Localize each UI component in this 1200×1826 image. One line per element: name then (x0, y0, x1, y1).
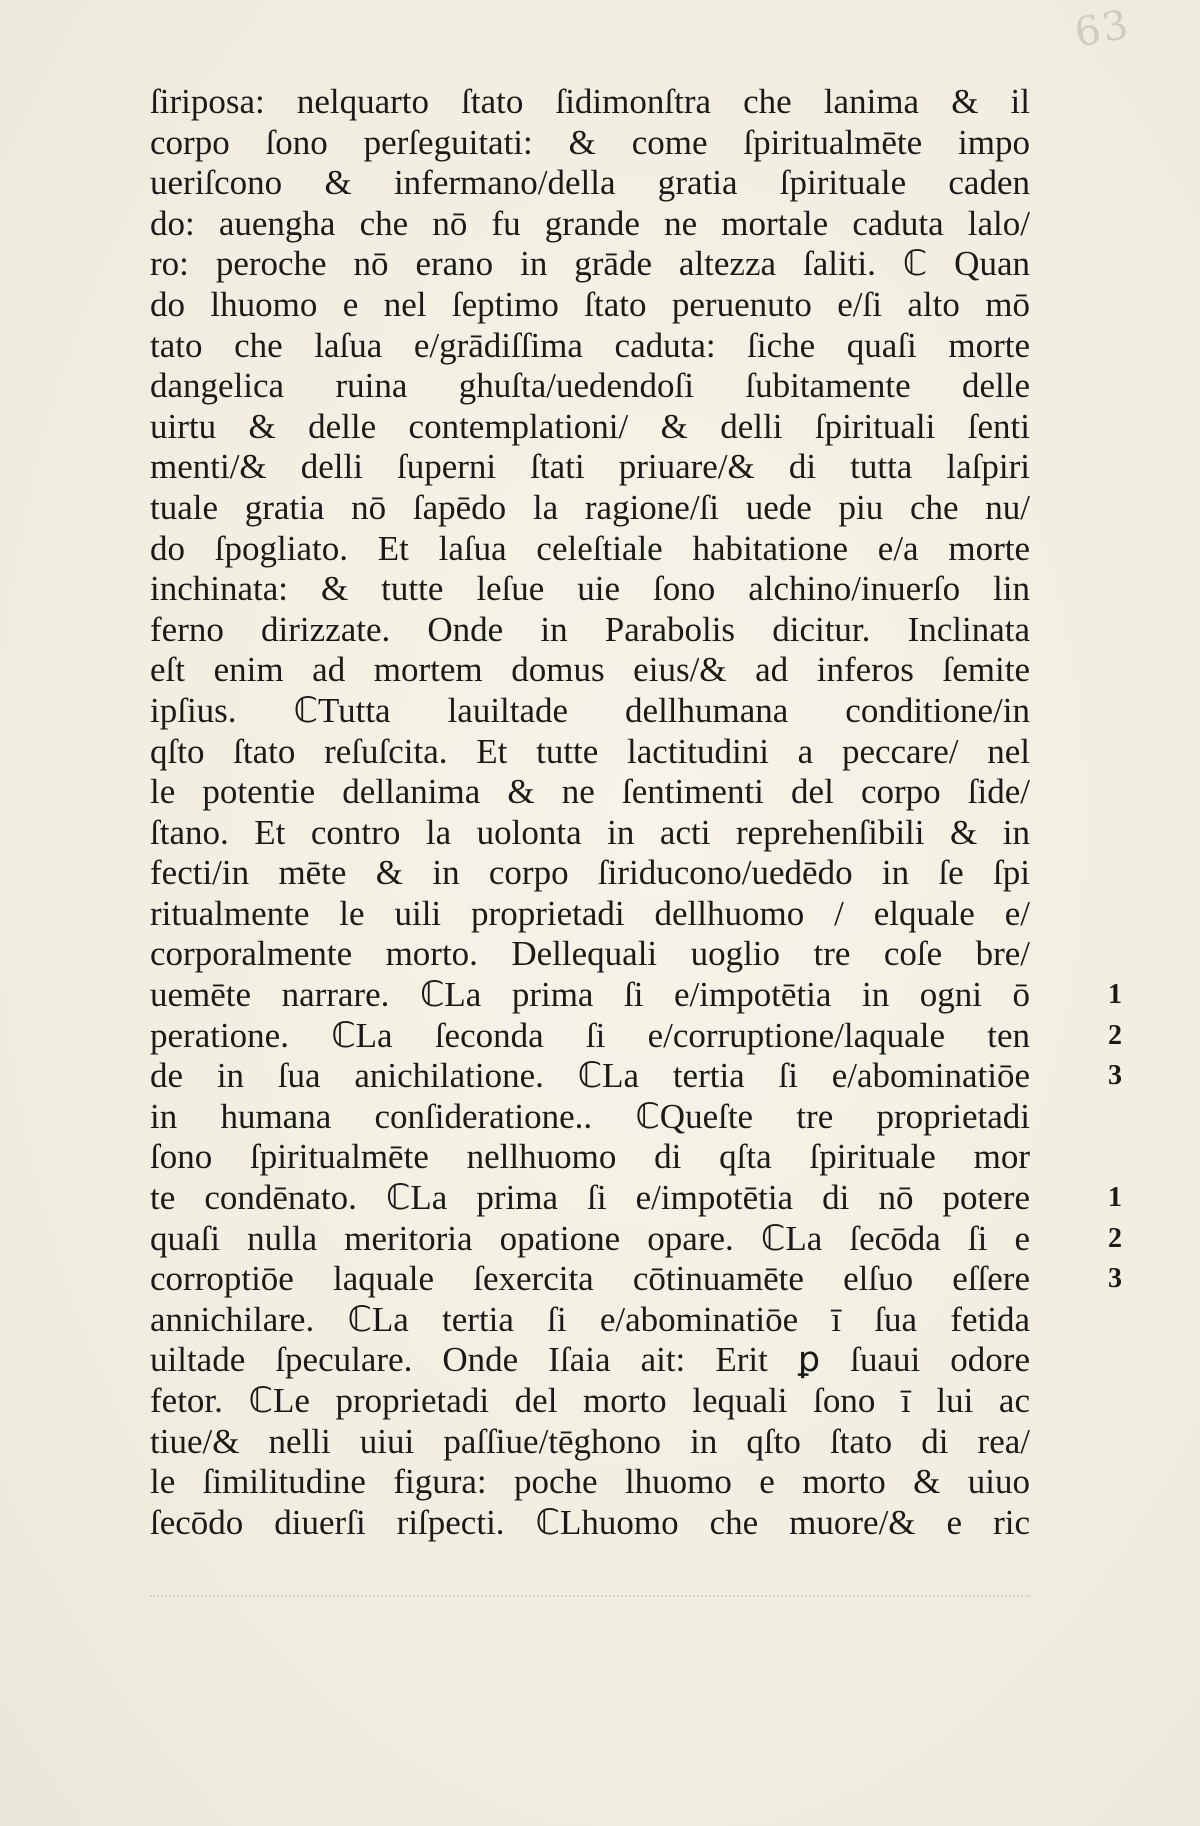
margin-note-numeral: 3 (1108, 1263, 1122, 1295)
text-line: inchinata: & tutte leſue uie ſono alchino/inuerſo lin (150, 569, 1030, 609)
margin-note-numeral: 1 (1108, 1182, 1122, 1214)
text-line: ſecōdo diuerſi riſpecti. ℂLhuomo che muore/& e ric (150, 1502, 1030, 1542)
text-line: uiltade ſpeculare. Onde Iſaia ait: Erit ꝑ ſuaui odore (150, 1340, 1030, 1380)
text-line: de in ſua anichilatione. ℂLa tertia ſi e/abominatiōe (150, 1056, 1030, 1096)
text-line: do lhuomo e nel ſeptimo ſtato peruenuto e/ſi alto mō (150, 284, 1030, 324)
text-line: ferno dirizzate. Onde in Parabolis dicitur. Inclinata (150, 609, 1030, 649)
text-line: in humana conſideratione.. ℂQueſte tre proprietadi (150, 1096, 1030, 1136)
text-line: ro: peroche nō erano in grāde altezza ſaliti. ℂ Quan (150, 244, 1030, 284)
margin-note-numeral: 2 (1108, 1222, 1122, 1254)
text-line: te condēnato. ℂLa prima ſi e/impotētia di nō potere (150, 1178, 1030, 1218)
margin-note-numeral: 3 (1108, 1060, 1122, 1092)
text-line: le ſimilitudine figura: poche lhuomo e morto & uiuo (150, 1462, 1030, 1502)
text-line: ſiriposa: nelquarto ſtato ſidimonſtra che lanima & il (150, 82, 1030, 121)
corner-pencil-mark: 63 (1071, 1, 1134, 57)
text-line: ueriſcono & infermano/della gratia ſpirituale caden (150, 163, 1030, 203)
text-line: menti/& delli ſuperni ſtati priuare/& di tutta laſpiri (150, 447, 1030, 487)
text-line: fetor. ℂLe proprietadi del morto lequali ſono ī lui ac (150, 1381, 1030, 1420)
text-line: ſono ſpiritualmēte nellhuomo di qſta ſpirituale mor (150, 1137, 1030, 1177)
text-line: tuale gratia nō ſapēdo la ragione/ſi uede piu che nu/ (150, 487, 1030, 527)
margin-note-numeral: 1 (1108, 979, 1122, 1011)
text-line: tato che laſua e/grādiſſima caduta: ſiche quaſi morte (150, 325, 1030, 365)
text-line: do: auengha che nō fu grande ne mortale caduta lalo/ (150, 203, 1030, 243)
text-line: do ſpogliato. Et laſua celeſtiale habitatione e/a morte (150, 528, 1030, 568)
main-text-column (150, 82, 1030, 1543)
text-line: fecti/in mēte & in corpo ſiriducono/uedēdo in ſe ſpi (150, 853, 1030, 893)
text-line: corpo ſono perſeguitati: & come ſpiritualmēte impo (150, 122, 1030, 162)
text-line: peratione. ℂLa ſeconda ſi e/corruptione/laquale ten (150, 1015, 1030, 1055)
bottom-dotted-trace (150, 1595, 1030, 1597)
text-line: ſtano. Et contro la uolonta in acti reprehenſibili & in (150, 812, 1030, 852)
text-line: corroptiōe laquale ſexercita cōtinuamēte elſuo eſſere (150, 1259, 1030, 1299)
text-line: annichilare. ℂLa tertia ſi e/abominatiōe ī ſua fetida (150, 1299, 1030, 1339)
text-line: le potentie dellanima & ne ſentimenti del corpo ſide/ (150, 772, 1030, 812)
text-line: ritualmente le uili proprietadi dellhuomo / elquale e/ (150, 893, 1030, 933)
text-line: eſt enim ad mortem domus eius/& ad inferos ſemite (150, 650, 1030, 690)
text-line: tiue/& nelli uiui paſſiue/tēghono in qſto ſtato di rea/ (150, 1421, 1030, 1461)
text-line: dangelica ruina ghuſta/uedendoſi ſubitamente delle (150, 366, 1030, 406)
margin-note-numeral: 2 (1108, 1019, 1122, 1051)
text-line: quaſi nulla meritoria opatione opare. ℂLa ſecōda ſi e (150, 1218, 1030, 1258)
text-line: qſto ſtato reſuſcita. Et tutte lactitudini a peccare/ nel (150, 731, 1030, 771)
text-line: ipſius. ℂTutta lauiltade dellhumana conditione/in (150, 690, 1030, 730)
text-line: uemēte narrare. ℂLa prima ſi e/impotētia in ogni ō (150, 975, 1030, 1015)
text-line: corporalmente morto. Dellequali uoglio tre coſe bre/ (150, 934, 1030, 974)
text-line: uirtu & delle contemplationi/ & delli ſpirituali ſenti (150, 406, 1030, 446)
